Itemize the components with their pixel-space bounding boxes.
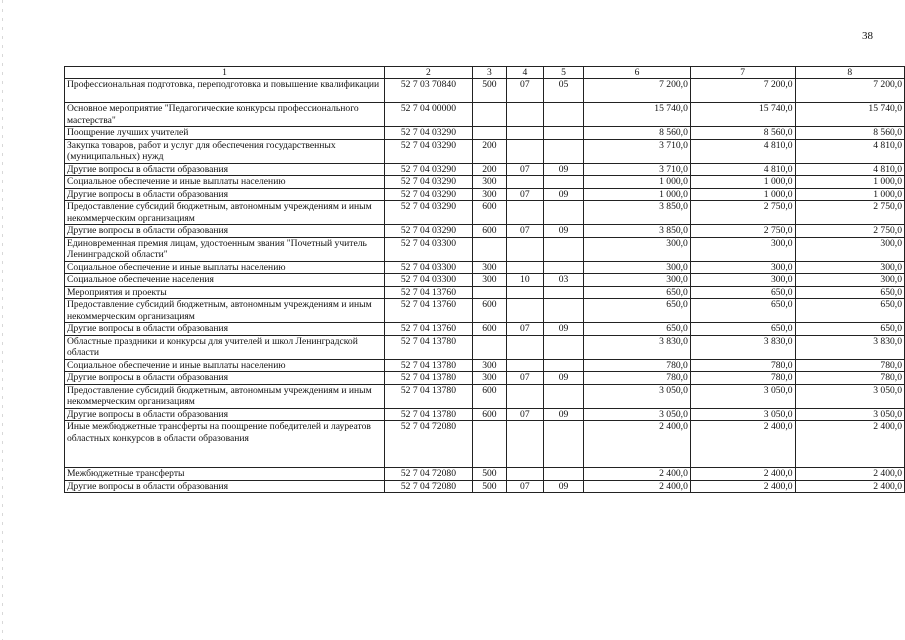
section-cell	[506, 359, 543, 372]
section-cell	[506, 299, 543, 323]
target-code-cell: 52 7 04 72080	[385, 421, 473, 468]
expense-type-cell: 300	[472, 372, 506, 385]
subsection-cell	[543, 103, 584, 127]
section-cell: 07	[506, 408, 543, 421]
table-row	[65, 372, 905, 385]
expense-type-cell: 300	[472, 188, 506, 201]
section-cell: 07	[506, 79, 543, 103]
table-row	[65, 188, 905, 201]
amount-year3-cell: 2 750,0	[795, 201, 904, 225]
column-header: 6	[584, 67, 691, 79]
budget-table	[64, 66, 905, 493]
amount-year3-cell: 3 050,0	[795, 384, 904, 408]
target-code-cell: 52 7 03 70840	[385, 79, 473, 103]
expense-type-cell: 500	[472, 480, 506, 493]
section-cell: 07	[506, 372, 543, 385]
subsection-cell: 09	[543, 188, 584, 201]
expense-type-cell	[472, 127, 506, 140]
subsection-cell	[543, 286, 584, 299]
amount-year1-cell: 300,0	[584, 237, 691, 261]
subsection-cell: 09	[543, 408, 584, 421]
target-code-cell: 52 7 04 13780	[385, 335, 473, 359]
amount-year3-cell: 780,0	[795, 372, 904, 385]
expense-type-cell: 600	[472, 408, 506, 421]
row-name-cell: Предоставление субсидий бюджетным, автономным учреждениям и иным некоммерческим организациям	[65, 384, 385, 408]
amount-year1-cell: 2 400,0	[584, 480, 691, 493]
amount-year2-cell: 3 830,0	[690, 335, 795, 359]
table-row	[65, 103, 905, 127]
subsection-cell: 05	[543, 79, 584, 103]
row-name-cell: Областные праздники и конкурсы для учителей и школ Ленинградской области	[65, 335, 385, 359]
section-cell	[506, 139, 543, 163]
amount-year1-cell: 2 400,0	[584, 468, 691, 481]
amount-year1-cell: 650,0	[584, 286, 691, 299]
row-name-cell: Поощрение лучших учителей	[65, 127, 385, 140]
row-name-cell: Социальное обеспечение населения	[65, 274, 385, 287]
table-row	[65, 359, 905, 372]
subsection-cell	[543, 421, 584, 468]
column-header: 8	[795, 67, 904, 79]
expense-type-cell: 500	[472, 468, 506, 481]
amount-year2-cell: 300,0	[690, 274, 795, 287]
table-row	[65, 299, 905, 323]
amount-year1-cell: 3 050,0	[584, 384, 691, 408]
section-cell: 07	[506, 188, 543, 201]
expense-type-cell: 300	[472, 359, 506, 372]
amount-year2-cell: 300,0	[690, 237, 795, 261]
target-code-cell: 52 7 04 03290	[385, 127, 473, 140]
section-cell	[506, 421, 543, 468]
expense-type-cell: 600	[472, 323, 506, 336]
target-code-cell: 52 7 04 13780	[385, 408, 473, 421]
target-code-cell: 52 7 04 03290	[385, 188, 473, 201]
row-name-cell: Социальное обеспечение и иные выплаты населению	[65, 176, 385, 189]
amount-year2-cell: 3 050,0	[690, 408, 795, 421]
amount-year3-cell: 300,0	[795, 274, 904, 287]
table-row	[65, 408, 905, 421]
target-code-cell: 52 7 04 03300	[385, 274, 473, 287]
target-code-cell: 52 7 04 13780	[385, 372, 473, 385]
amount-year2-cell: 2 750,0	[690, 225, 795, 238]
expense-type-cell: 300	[472, 261, 506, 274]
column-header: 3	[472, 67, 506, 79]
amount-year1-cell: 300,0	[584, 274, 691, 287]
row-name-cell: Другие вопросы в области образования	[65, 188, 385, 201]
subsection-cell: 09	[543, 323, 584, 336]
target-code-cell: 52 7 04 72080	[385, 480, 473, 493]
section-cell	[506, 176, 543, 189]
section-cell	[506, 468, 543, 481]
row-name-cell: Социальное обеспечение и иные выплаты населению	[65, 261, 385, 274]
amount-year3-cell: 2 400,0	[795, 468, 904, 481]
table-row	[65, 480, 905, 493]
amount-year2-cell: 2 400,0	[690, 480, 795, 493]
subsection-cell: 09	[543, 163, 584, 176]
amount-year2-cell: 7 200,0	[690, 79, 795, 103]
target-code-cell: 52 7 04 03290	[385, 139, 473, 163]
table-row	[65, 225, 905, 238]
target-code-cell: 52 7 04 00000	[385, 103, 473, 127]
table-row	[65, 139, 905, 163]
row-name-cell: Другие вопросы в области образования	[65, 225, 385, 238]
table-row	[65, 468, 905, 481]
subsection-cell: 09	[543, 372, 584, 385]
subsection-cell: 03	[543, 274, 584, 287]
expense-type-cell	[472, 237, 506, 261]
target-code-cell: 52 7 04 03300	[385, 261, 473, 274]
amount-year3-cell: 2 400,0	[795, 421, 904, 468]
amount-year1-cell: 1 000,0	[584, 188, 691, 201]
amount-year1-cell: 3 830,0	[584, 335, 691, 359]
amount-year1-cell: 3 850,0	[584, 201, 691, 225]
amount-year3-cell: 1 000,0	[795, 188, 904, 201]
row-name-cell: Закупка товаров, работ и услуг для обеспечения государственных (муниципальных) нужд	[65, 139, 385, 163]
amount-year1-cell: 1 000,0	[584, 176, 691, 189]
table-row	[65, 261, 905, 274]
table-row	[65, 176, 905, 189]
amount-year2-cell: 2 750,0	[690, 201, 795, 225]
amount-year3-cell: 7 200,0	[795, 79, 904, 103]
row-name-cell: Иные межбюджетные трансферты на поощрение победителей и лауреатов областных конкурсов в области образования	[65, 421, 385, 468]
section-cell: 10	[506, 274, 543, 287]
amount-year3-cell: 650,0	[795, 286, 904, 299]
expense-type-cell: 200	[472, 163, 506, 176]
expense-type-cell: 500	[472, 79, 506, 103]
amount-year2-cell: 8 560,0	[690, 127, 795, 140]
target-code-cell: 52 7 04 03290	[385, 176, 473, 189]
amount-year2-cell: 15 740,0	[690, 103, 795, 127]
expense-type-cell: 300	[472, 274, 506, 287]
table-row	[65, 274, 905, 287]
amount-year2-cell: 300,0	[690, 261, 795, 274]
amount-year1-cell: 300,0	[584, 261, 691, 274]
amount-year3-cell: 8 560,0	[795, 127, 904, 140]
table-row	[65, 237, 905, 261]
table-row	[65, 384, 905, 408]
column-header: 7	[690, 67, 795, 79]
amount-year1-cell: 3 710,0	[584, 139, 691, 163]
section-cell	[506, 237, 543, 261]
subsection-cell	[543, 127, 584, 140]
subsection-cell	[543, 201, 584, 225]
table-row	[65, 79, 905, 103]
amount-year3-cell: 780,0	[795, 359, 904, 372]
subsection-cell	[543, 468, 584, 481]
table-row	[65, 421, 905, 468]
amount-year3-cell: 2 750,0	[795, 225, 904, 238]
subsection-cell	[543, 359, 584, 372]
amount-year3-cell: 4 810,0	[795, 139, 904, 163]
section-cell	[506, 286, 543, 299]
subsection-cell: 09	[543, 225, 584, 238]
scan-edge-artifact	[2, 0, 3, 640]
expense-type-cell: 600	[472, 201, 506, 225]
amount-year3-cell: 650,0	[795, 323, 904, 336]
expense-type-cell: 600	[472, 299, 506, 323]
row-name-cell: Предоставление субсидий бюджетным, автономным учреждениям и иным некоммерческим организациям	[65, 299, 385, 323]
table-body	[65, 79, 905, 493]
target-code-cell: 52 7 04 13760	[385, 286, 473, 299]
target-code-cell: 52 7 04 03290	[385, 201, 473, 225]
amount-year2-cell: 650,0	[690, 286, 795, 299]
amount-year1-cell: 7 200,0	[584, 79, 691, 103]
amount-year3-cell: 300,0	[795, 237, 904, 261]
table-row	[65, 286, 905, 299]
amount-year2-cell: 1 000,0	[690, 176, 795, 189]
section-cell	[506, 335, 543, 359]
amount-year2-cell: 1 000,0	[690, 188, 795, 201]
expense-type-cell: 600	[472, 225, 506, 238]
expense-type-cell	[472, 286, 506, 299]
row-name-cell: Основное мероприятие "Педагогические конкурсы профессионального мастерства"	[65, 103, 385, 127]
section-cell	[506, 201, 543, 225]
amount-year2-cell: 3 050,0	[690, 384, 795, 408]
amount-year2-cell: 780,0	[690, 372, 795, 385]
amount-year1-cell: 780,0	[584, 359, 691, 372]
target-code-cell: 52 7 04 03290	[385, 163, 473, 176]
section-cell: 07	[506, 163, 543, 176]
row-name-cell: Другие вопросы в области образования	[65, 408, 385, 421]
expense-type-cell	[472, 335, 506, 359]
row-name-cell: Межбюджетные трансферты	[65, 468, 385, 481]
subsection-cell	[543, 139, 584, 163]
section-cell	[506, 127, 543, 140]
target-code-cell: 52 7 04 03300	[385, 237, 473, 261]
amount-year1-cell: 3 050,0	[584, 408, 691, 421]
amount-year3-cell: 2 400,0	[795, 480, 904, 493]
amount-year1-cell: 8 560,0	[584, 127, 691, 140]
amount-year3-cell: 1 000,0	[795, 176, 904, 189]
row-name-cell: Другие вопросы в области образования	[65, 480, 385, 493]
target-code-cell: 52 7 04 03290	[385, 225, 473, 238]
subsection-cell	[543, 384, 584, 408]
target-code-cell: 52 7 04 13760	[385, 299, 473, 323]
subsection-cell	[543, 335, 584, 359]
amount-year2-cell: 650,0	[690, 323, 795, 336]
section-cell: 07	[506, 225, 543, 238]
target-code-cell: 52 7 04 13780	[385, 359, 473, 372]
row-name-cell: Социальное обеспечение и иные выплаты населению	[65, 359, 385, 372]
expense-type-cell	[472, 103, 506, 127]
amount-year2-cell: 4 810,0	[690, 139, 795, 163]
table-row	[65, 201, 905, 225]
row-name-cell: Единовременная премия лицам, удостоенным звания "Почетный учитель Ленинградской области"	[65, 237, 385, 261]
amount-year3-cell: 15 740,0	[795, 103, 904, 127]
subsection-cell: 09	[543, 480, 584, 493]
column-header: 4	[506, 67, 543, 79]
amount-year1-cell: 3 710,0	[584, 163, 691, 176]
subsection-cell	[543, 299, 584, 323]
amount-year2-cell: 4 810,0	[690, 163, 795, 176]
subsection-cell	[543, 176, 584, 189]
amount-year2-cell: 2 400,0	[690, 421, 795, 468]
target-code-cell: 52 7 04 72080	[385, 468, 473, 481]
row-name-cell: Мероприятия и проекты	[65, 286, 385, 299]
table-row	[65, 163, 905, 176]
row-name-cell: Профессиональная подготовка, переподготовка и повышение квалификации	[65, 79, 385, 103]
amount-year1-cell: 650,0	[584, 323, 691, 336]
amount-year1-cell: 15 740,0	[584, 103, 691, 127]
column-header: 5	[543, 67, 584, 79]
table-row	[65, 127, 905, 140]
amount-year1-cell: 3 850,0	[584, 225, 691, 238]
row-name-cell: Другие вопросы в области образования	[65, 323, 385, 336]
column-header: 2	[385, 67, 473, 79]
amount-year2-cell: 780,0	[690, 359, 795, 372]
page-number: 38	[862, 30, 873, 42]
table-row	[65, 323, 905, 336]
amount-year3-cell: 4 810,0	[795, 163, 904, 176]
expense-type-cell: 300	[472, 176, 506, 189]
column-header: 1	[65, 67, 385, 79]
amount-year2-cell: 2 400,0	[690, 468, 795, 481]
expense-type-cell: 200	[472, 139, 506, 163]
section-cell: 07	[506, 480, 543, 493]
subsection-cell	[543, 261, 584, 274]
row-name-cell: Другие вопросы в области образования	[65, 163, 385, 176]
amount-year1-cell: 2 400,0	[584, 421, 691, 468]
target-code-cell: 52 7 04 13780	[385, 384, 473, 408]
section-cell	[506, 261, 543, 274]
table-row	[65, 335, 905, 359]
amount-year3-cell: 3 050,0	[795, 408, 904, 421]
amount-year3-cell: 3 830,0	[795, 335, 904, 359]
row-name-cell: Другие вопросы в области образования	[65, 372, 385, 385]
target-code-cell: 52 7 04 13760	[385, 323, 473, 336]
expense-type-cell	[472, 421, 506, 468]
expense-type-cell: 600	[472, 384, 506, 408]
amount-year3-cell: 300,0	[795, 261, 904, 274]
amount-year3-cell: 650,0	[795, 299, 904, 323]
section-cell	[506, 384, 543, 408]
row-name-cell: Предоставление субсидий бюджетным, автономным учреждениям и иным некоммерческим организациям	[65, 201, 385, 225]
section-cell: 07	[506, 323, 543, 336]
table-header-row	[65, 67, 905, 79]
amount-year1-cell: 650,0	[584, 299, 691, 323]
subsection-cell	[543, 237, 584, 261]
amount-year2-cell: 650,0	[690, 299, 795, 323]
section-cell	[506, 103, 543, 127]
amount-year1-cell: 780,0	[584, 372, 691, 385]
